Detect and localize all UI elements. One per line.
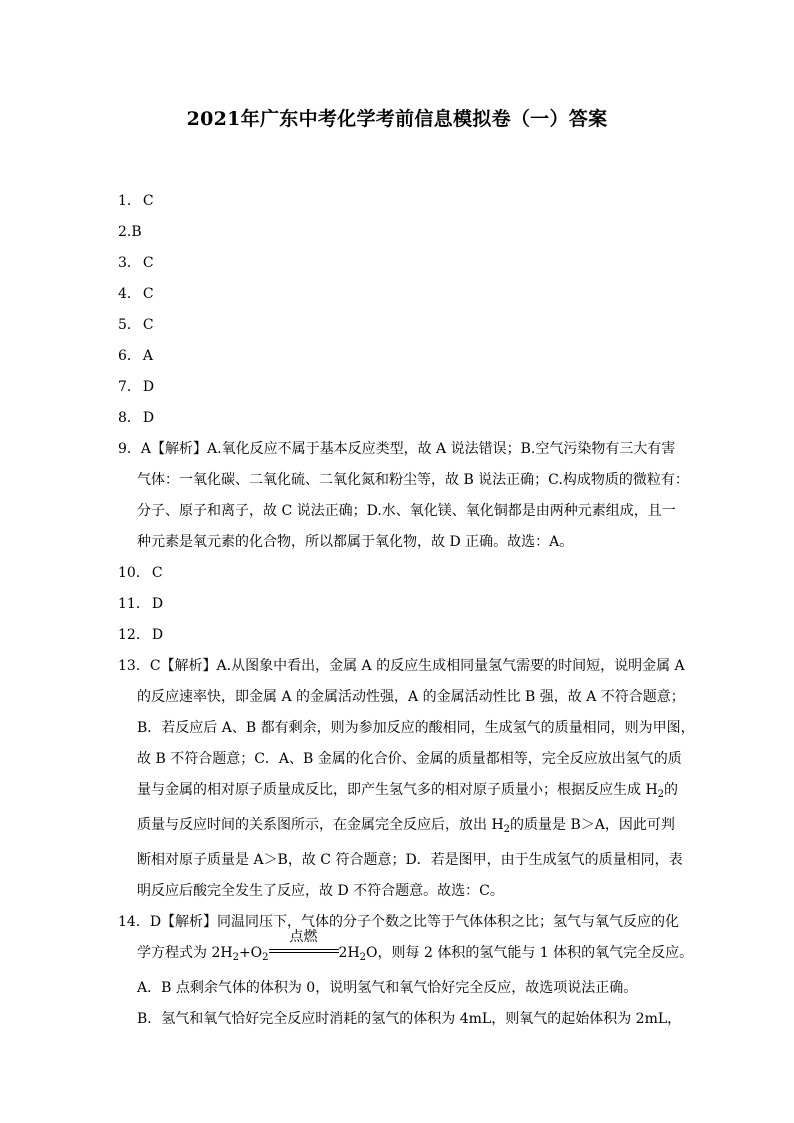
answer-item-6: [118, 341, 683, 372]
explanation-line: 的反应速率快，即金属 A 的金属活动性强，A 的金属活动性比 B 强，故 A 不符合题意；: [137, 689, 685, 705]
answer-item-4: [118, 279, 683, 310]
answer-item-3: [118, 248, 683, 279]
text-run: 的: [664, 782, 679, 798]
text-run: 量与金属的相对原子质量成反比，即产生氢气多的相对原子质量小；根据反应生成 H: [137, 782, 658, 798]
equals-bar-bottom: [269, 952, 339, 953]
explanation-line: 断相对原子质量是 A＞B，故 C 符合题意；D．若是图甲，由于生成氢气的质量相同，表: [137, 852, 683, 868]
answer-number: 11．: [118, 596, 150, 612]
answer-item-5: [118, 310, 683, 341]
answer-number: 6．: [118, 348, 141, 364]
answer-item-14-explanation: [118, 907, 694, 1035]
answer-item-2: [118, 217, 683, 248]
answer-number: 12．: [118, 627, 150, 643]
reaction-condition: 点燃: [289, 929, 318, 945]
text-run: 质量与反应时间的关系图所示，在金属完全反应后，放出 H: [137, 817, 504, 833]
subscript: 2: [503, 824, 511, 835]
text-run: +O: [238, 945, 263, 961]
answer-choice: D: [151, 596, 164, 612]
explanation-line: 明反应后酸完全发生了反应，故 D 不符合题意。故选：C。: [137, 883, 504, 899]
answer-item-12: [118, 620, 683, 651]
subscript: 2: [262, 952, 269, 963]
answer-list: [118, 186, 695, 1035]
explanation-line: B．若反应后 A、B 都有剩余，则为参加反应的酸相同，生成氢气的质量相同，则为甲图，: [137, 720, 695, 736]
text-run: 2H: [338, 945, 360, 961]
answer-item-1: [118, 186, 683, 217]
explanation-line: [118, 775, 683, 810]
explanation-line: 分子、原子和离子，故 C 说法正确；D.水、氧化镁、氧化铜都是由两种元素组成，且一: [137, 503, 676, 519]
explanation-line: 故 B 不符合题意；C．A、B 金属的化合价、金属的质量都相等，完全反应放出氢气的质: [137, 751, 682, 767]
answer-number: 4．: [118, 286, 141, 302]
explanation-line: 气体：一氧化碳、二氧化硫、二氧化氮和粉尘等，故 B 说法正确；C.构成物质的微粒有：: [137, 472, 689, 488]
reaction-arrow: [269, 929, 339, 957]
answer-choice: D: [142, 410, 155, 426]
subscript: 2: [657, 789, 665, 800]
answer-item-7: [118, 372, 683, 403]
explanation-line: [118, 810, 683, 845]
answer-choice: C: [142, 193, 154, 209]
answer-choice: C: [142, 317, 154, 333]
explanation-option-b: B．氢气和氧气恰好完全反应时消耗的氢气的体积为 4mL，则氧气的起始体积为 2mL，: [137, 1011, 682, 1027]
explanation-option-a: A．B 点剩余气体的体积为 0，说明氢气和氧气恰好完全反应，故选项说法正确。: [137, 980, 638, 996]
explanation-line: 种元素是氧元素的化合物，所以都属于氧化物，故 D 正确。故选：A。: [137, 534, 574, 550]
answer-number: 2.: [118, 224, 132, 240]
subscript: 2: [232, 952, 239, 963]
answer-item-11: [118, 589, 683, 620]
answer-choice: D: [151, 627, 164, 643]
explanation-line: 13．C【解析】A.从图象中看出，金属 A 的反应生成相同量氢气需要的时间短，说明金属 A: [118, 658, 685, 674]
answer-choice: B: [131, 224, 142, 240]
answer-item-13-explanation: [118, 651, 695, 907]
answer-number: 10．: [118, 565, 150, 581]
answer-item-10: [118, 558, 683, 589]
text-run: 的质量是 B＞A，因此可判: [510, 817, 675, 833]
answer-number: 3．: [118, 255, 141, 271]
answer-choice: C: [151, 565, 163, 581]
answer-choice: A: [142, 348, 154, 364]
text-run: 学方程式为 2H: [137, 945, 233, 961]
explanation-line: 14．D【解析】同温同压下，气体的分子个数之比等于气体体积之比；氢气与氧气反应的化: [118, 914, 680, 930]
answer-number: 5．: [118, 317, 141, 333]
equals-bar-top: [269, 949, 339, 950]
explanation-line: 9．A【解析】A.氧化反应不属于基本反应类型，故 A 说法错误；B.空气污染物有三大有害: [118, 441, 676, 457]
subscript: 2: [359, 952, 367, 963]
answer-choice: C: [142, 286, 154, 302]
answer-choice: C: [142, 255, 154, 271]
answer-item-8: [118, 403, 683, 434]
answer-choice: D: [142, 379, 155, 395]
chemical-equation-line: [118, 929, 694, 973]
answer-number: 1．: [118, 193, 141, 209]
page-title: 2021年广东中考化学考前信息模拟卷（一）答案: [186, 108, 608, 130]
text-run: O，则每 2 体积的氢气能与 1 体积的氧气完全反应。: [366, 945, 694, 961]
answer-number: 7．: [118, 379, 141, 395]
answer-item-9-explanation: [118, 434, 689, 558]
answer-number: 8．: [118, 410, 141, 426]
